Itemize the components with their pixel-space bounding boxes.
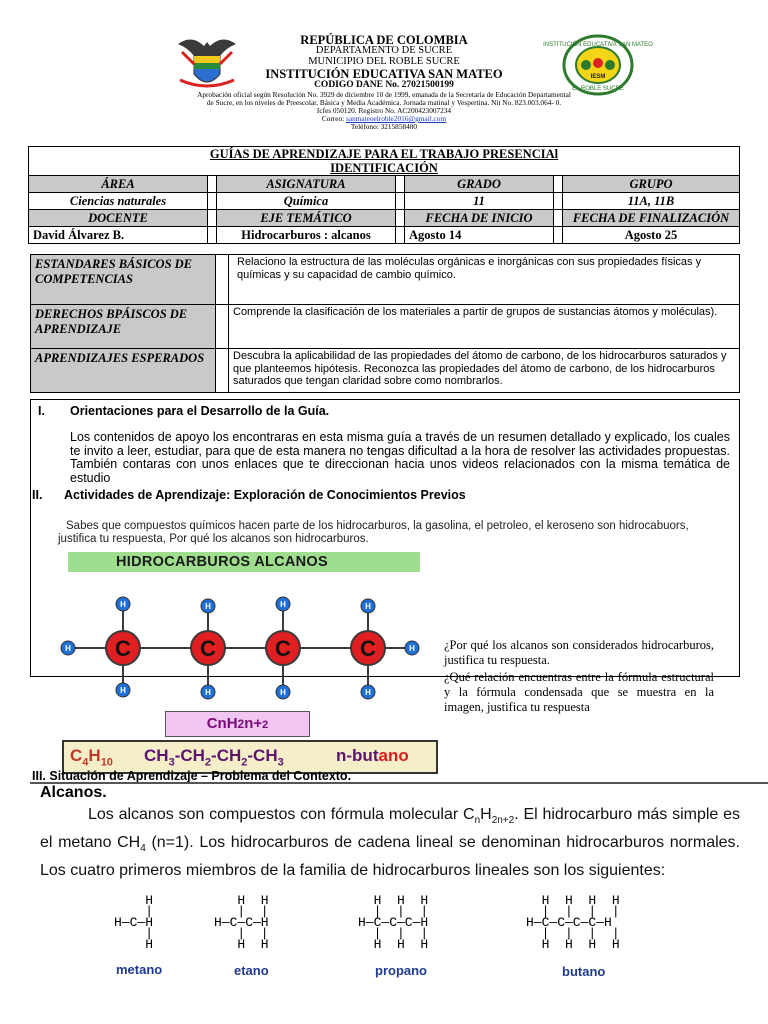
svg-text:H: H — [280, 600, 286, 609]
hydrogen-atom — [201, 599, 215, 613]
molecule-name-butano: butano — [562, 964, 606, 979]
spacer-cell — [216, 305, 229, 349]
seal-top-text: INSTITUCIÓN EDUCATIVA SAN MATEO — [543, 42, 653, 48]
competency-label: ESTANDARES BÁSICOS DE COMPETENCIAS — [31, 255, 216, 305]
butane-structure: H H H H | | | | H—C—C—C—C—H | | | | H H H H — [526, 893, 620, 952]
spacer-cell — [216, 349, 229, 393]
hydrogen-atom — [116, 683, 130, 697]
svg-text:H: H — [205, 602, 211, 611]
header-cell: GRUPO — [563, 176, 740, 193]
guide-title-cell — [29, 147, 740, 162]
svg-text:H: H — [65, 644, 71, 653]
table-header-row — [29, 210, 740, 227]
propane-structure: H H H | | | H—C—C—C—H | | | H H H — [358, 893, 429, 952]
spacer-cell — [554, 227, 563, 244]
spacer-cell — [396, 176, 405, 193]
butane-molecular-formula: $C_4H_{10}$ — [70, 746, 113, 769]
spacer-cell — [396, 227, 405, 244]
email-link[interactable]: sanmateoelroble2016@gmail.com — [345, 114, 447, 123]
table-row — [31, 305, 740, 349]
butane-structure-diagram — [56, 590, 426, 708]
section2-intro: Sabes que compuestos químicos hacen parte de los hidrocarburos, la gasolina, el petroleo, el keroseno son hidrocabuors, justifica tu respuesta, Por qué los alcanos son hidrocarburos. — [58, 520, 689, 545]
ethane-structure: H H | | H—C—C—H | | H H — [214, 893, 269, 952]
alkanes-banner-text: HIDROCARBUROS ALCANOS — [116, 554, 328, 570]
competency-text: Descubra la aplicabilidad de las propiedades del átomo de carbono, de los hidrocarburos saturados y que planteemos hipótesis. Reconozca las propiedades del átomo de carbono, de los hidrocarburos saturados que tengan claridad sobre como nombrarlos. — [229, 349, 740, 393]
header-cell: ÁREA — [29, 176, 208, 193]
table-row — [31, 255, 740, 305]
header-phone: Teléfono: 3215858480 — [350, 122, 418, 131]
cell-grade: 11 — [405, 193, 554, 210]
table-row — [29, 227, 740, 244]
guide-subtitle: IDENTIFICACIÓN — [330, 161, 438, 175]
cell-topic: Hidrocarburos : alcanos — [217, 227, 396, 244]
carbon-atom — [191, 631, 225, 665]
hydrogen-atom — [116, 597, 130, 611]
header-cell: ASIGNATURA — [217, 176, 396, 193]
header-republic: REPÚBLICA DE COLOMBIA — [300, 33, 468, 47]
header-levels: de Sucre, en los niveles de Preescolar, Básica y Media Académica. Jornada matinal y Vespertina. Nit No. 823.003.064- 0. — [206, 98, 562, 107]
spacer-cell — [208, 227, 217, 244]
question-2: ¿Qué relación encuentras entre la fórmula estructural y la fórmula condensada que se muestra en la imagen, justifica tu respuesta — [444, 670, 714, 714]
section1-numeral: I. — [38, 404, 45, 418]
header-cell: DOCENTE — [29, 210, 208, 227]
spacer-cell — [554, 176, 563, 193]
cell-area: Ciencias naturales — [29, 193, 208, 210]
butane-name: n-butano — [336, 746, 409, 765]
butane-condensed-formula: $CH_3-CH_2-CH_2-CH_3$ — [144, 746, 284, 769]
svg-text:C: C — [360, 636, 376, 661]
methane-structure: H | H—C—H | H — [114, 893, 154, 952]
competencies-table — [30, 254, 740, 393]
alkanes-banner — [68, 552, 420, 572]
svg-text:C: C — [115, 636, 131, 661]
section1-title: Orientaciones para el Desarrollo de la Guía. — [70, 404, 330, 418]
identification-table — [28, 146, 740, 244]
carbon-atom — [106, 631, 140, 665]
guide-subtitle-cell — [29, 161, 740, 176]
header-institution: INSTITUCIÓN EDUCATIVA SAN MATEO — [265, 67, 503, 81]
cell-group: 11A, 11B — [563, 193, 740, 210]
seal-center-text: IESM — [590, 74, 606, 80]
molecule-name-propano: propano — [375, 963, 427, 978]
general-formula: CnH2n+2 — [206, 715, 269, 732]
svg-text:H: H — [280, 688, 286, 697]
spacer-cell — [208, 210, 217, 227]
competency-label: APRENDIZAJES ESPERADOS — [31, 349, 216, 393]
spacer-cell — [208, 176, 217, 193]
section1-body: Los contenidos de apoyo los encontraras en esta misma guía a través de un resumen detallado y explicado, los cuales te invito a leer, estudiar, para que de esta manera no tengas dificultad a la hora de resolver las actividades propuestas. También contaras con unos enlaces que te direccionan hacia unos videos relacionados con la misma temática de estudio — [70, 430, 730, 485]
hydrogen-atom — [361, 599, 375, 613]
svg-text:H: H — [365, 602, 371, 611]
guide-title: GUÍAS DE APRENDIZAJE PARA EL TRABAJO PRESENCIAl — [209, 147, 559, 161]
svg-text:H: H — [205, 688, 211, 697]
hydrogen-atom — [276, 685, 290, 699]
header-department: DEPARTAMENTO DE SUCRE — [315, 45, 453, 56]
cell-teacher: David Álvarez B. — [29, 227, 208, 244]
section3-heading: Alcanos. — [40, 784, 107, 801]
section3-divider — [30, 782, 768, 784]
table-header-row — [29, 176, 740, 193]
spacer-cell — [396, 193, 405, 210]
general-formula-box — [165, 711, 310, 737]
spacer-cell — [554, 193, 563, 210]
svg-text:H: H — [365, 688, 371, 697]
cell-start-date: Agosto 14 — [405, 227, 554, 244]
svg-text:H: H — [409, 644, 415, 653]
table-row — [29, 193, 740, 210]
competency-text: Relaciono la estructura de las moléculas orgánicas e inorgánicas con sus propiedades físicas y químicas y su capacidad de cambio químico. — [229, 255, 740, 305]
table-row — [31, 349, 740, 393]
hydrogen-atom — [61, 641, 75, 655]
header-dane-code: CODIGO DANE No. 27021500199 — [314, 80, 454, 90]
molecule-name-metano: metano — [116, 962, 163, 977]
email-label: Correo: — [321, 114, 346, 123]
header-cell: GRADO — [405, 176, 554, 193]
question-1: ¿Por qué los alcanos son considerados hidrocarburos, justifica tu respuesta. — [444, 638, 714, 667]
section2-numeral: II. — [32, 488, 43, 502]
hydrogen-atom — [276, 597, 290, 611]
spacer-cell — [216, 255, 229, 305]
seal-bottom-text: EL ROBLE SUCRE — [572, 86, 624, 92]
spacer-cell — [554, 210, 563, 227]
competency-text: Comprende la clasificación de los materiales a partir de grupos de sustancias átomos y moléculas). — [229, 305, 740, 349]
header-cell: FECHA DE FINALIZACIÓN — [563, 210, 740, 227]
section3-body: Los alcanos son compuestos con fórmula molecular $C_nH_{2n+2}$. El hidrocarburo más simple es el metano $CH_4$ (n=1). Los hidrocarburos de cadena lineal se denominan hidrocarburos normales. Los cuatro primeros miembros de la familia de hidrocarburos lineales son los siguientes: — [40, 806, 740, 880]
svg-text:C: C — [275, 636, 291, 661]
spacer-cell — [396, 210, 405, 227]
spacer-cell — [208, 193, 217, 210]
carbon-atom — [266, 631, 300, 665]
svg-text:H: H — [120, 686, 126, 695]
competency-label: DERECHOS BPÁISCOS DE APRENDIZAJE — [31, 305, 216, 349]
header-municipality: MUNICIPIO DEL ROBLE SUCRE — [308, 56, 460, 67]
molecule-name-etano: etano — [234, 963, 269, 978]
svg-text:C: C — [200, 636, 216, 661]
carbon-atom — [351, 631, 385, 665]
hydrogen-atom — [361, 685, 375, 699]
svg-text:H: H — [120, 600, 126, 609]
section3-title: III. Situación de Aprendizaje – Problema del Contexto. — [32, 769, 352, 783]
section2-title: Actividades de Aprendizaje: Exploración de Conocimientos Previos — [64, 488, 466, 502]
header-cell: FECHA DE INICIO — [405, 210, 554, 227]
header-cell: EJE TEMÁTICO — [217, 210, 396, 227]
hydrogen-atom — [405, 641, 419, 655]
cell-subject: Química — [217, 193, 396, 210]
cell-end-date: Agosto 25 — [563, 227, 740, 244]
header-approval: Aprobación oficial según Resolución No. 3929 de diciembre 10 de 1999, emanada de la Secretaría de Educación Departamental — [197, 90, 571, 99]
hydrogen-atom — [201, 685, 215, 699]
header-icfes: Icfes 050120. Registro No. AC200423007234 — [316, 106, 452, 115]
